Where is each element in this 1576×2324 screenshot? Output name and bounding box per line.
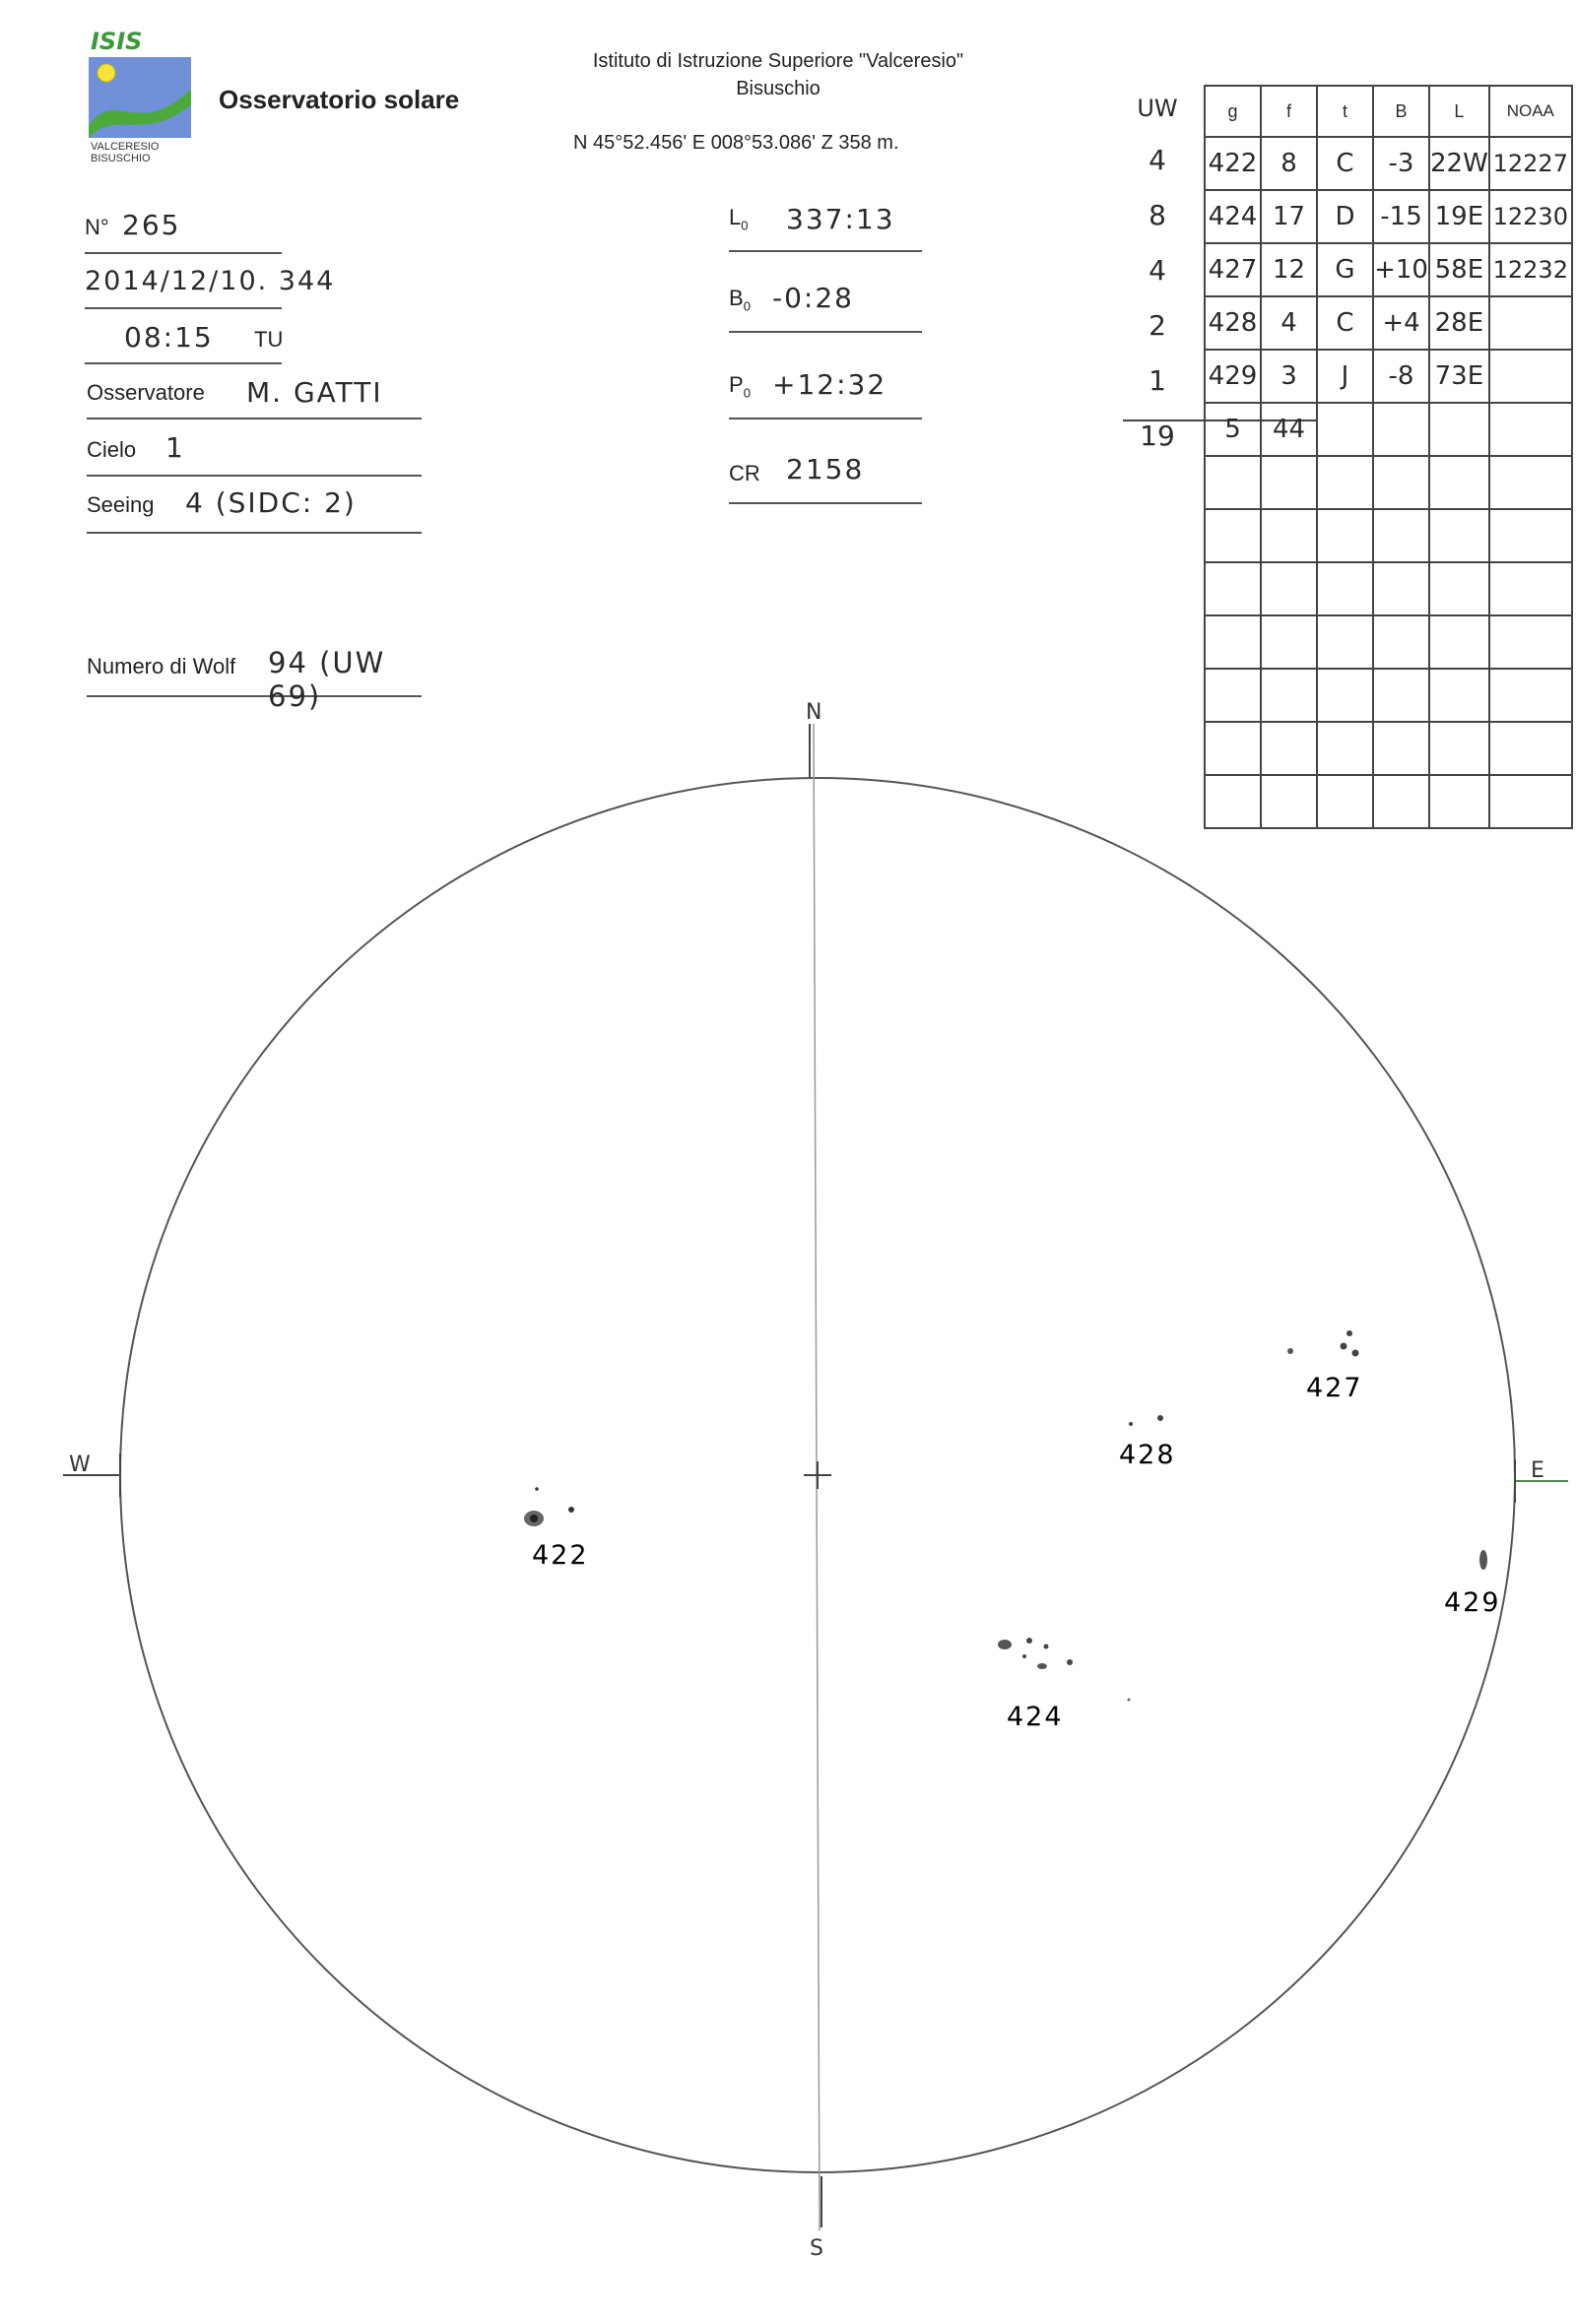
sunspot [1346, 1330, 1352, 1336]
sunspot [1026, 1638, 1032, 1644]
table-header-cell: L [1429, 86, 1489, 137]
table-cell: J [1317, 350, 1373, 403]
table-header-cell: B [1373, 86, 1429, 137]
table-cell: C [1317, 137, 1373, 190]
total-spots: 44 [1261, 403, 1317, 456]
table-cell: 58E [1429, 243, 1489, 296]
logo-sub-1: VALCERESIO [91, 141, 160, 153]
table-cell: 424 [1205, 190, 1261, 243]
seeing-label: Seeing [87, 492, 155, 517]
south-label: S [810, 2236, 823, 2261]
b0-value: -0:28 [772, 282, 854, 314]
uw-value: 1 [1149, 364, 1166, 397]
seeing-value: 4 (SIDC: 2) [185, 486, 357, 519]
table-cell: 28E [1429, 296, 1489, 350]
table-cell: G [1317, 243, 1373, 296]
b0-sub: 0 [743, 298, 751, 314]
group-label-424: 424 [1007, 1702, 1064, 1732]
sunspot [1128, 1699, 1131, 1702]
uw-value: 4 [1149, 254, 1166, 287]
l0-label: L [729, 205, 742, 229]
date-value: 2014/12/10. 344 [85, 266, 336, 296]
table-cell: +4 [1373, 296, 1429, 350]
sunspot [1352, 1350, 1359, 1357]
group-label-429: 429 [1444, 1587, 1501, 1618]
table-cell: 429 [1205, 350, 1261, 403]
uw-value: 8 [1149, 199, 1166, 231]
number-value: 265 [122, 209, 181, 241]
table-cell: -3 [1373, 137, 1429, 190]
p0-sub: 0 [743, 385, 751, 401]
uw-header: UW [1137, 95, 1178, 122]
observer-value: M. GATTI [246, 376, 383, 409]
west-label: W [69, 1452, 91, 1477]
sunspot-umbra [530, 1515, 538, 1522]
sunspot [1157, 1415, 1163, 1421]
sunspot [1037, 1663, 1047, 1669]
wolf-label: Numero di Wolf [87, 654, 236, 678]
sunspot-group-428 [1119, 1415, 1176, 1470]
table-cell: -8 [1373, 350, 1429, 403]
table-cell: 3 [1261, 350, 1317, 403]
site-coordinates: N 45°52.456' E 008°53.086' Z 358 m. [573, 132, 899, 154]
time-suffix: TU [254, 327, 284, 352]
logo-text: ISIS [91, 28, 143, 55]
l0-value: 337:13 [786, 203, 895, 235]
number-label: N° [85, 215, 109, 239]
p0-value: +12:32 [772, 368, 887, 401]
table-cell: -15 [1373, 190, 1429, 243]
sunspot-group-427 [1287, 1330, 1363, 1403]
sunspot [1341, 1343, 1347, 1350]
group-label-422: 422 [532, 1540, 589, 1571]
cr-value: 2158 [786, 453, 865, 485]
table-cell: 427 [1205, 243, 1261, 296]
sky-label: Cielo [87, 437, 137, 462]
institute-name: Istituto di Istruzione Superiore "Valceresio" [592, 50, 964, 72]
sunspot [1044, 1645, 1049, 1649]
table-cell: 8 [1261, 137, 1317, 190]
table-cell: 4 [1261, 296, 1317, 350]
sunspot [1022, 1654, 1026, 1658]
group-label-427: 427 [1306, 1373, 1363, 1403]
sunspot [535, 1487, 539, 1491]
cr-label: CR [729, 461, 760, 485]
sunspot-group-424 [998, 1638, 1131, 1732]
sunspot [568, 1507, 574, 1513]
table-header-cell: f [1261, 86, 1317, 137]
observatory-name: Osservatorio solare [219, 85, 460, 114]
total-groups: 5 [1205, 403, 1261, 456]
table-cell: 73E [1429, 350, 1489, 403]
table-header-cell: t [1317, 86, 1373, 137]
sunspot [1287, 1348, 1293, 1354]
table-cell: 12232 [1489, 243, 1572, 296]
sunspot [998, 1640, 1012, 1649]
table-cell: 12227 [1489, 137, 1572, 190]
table-cell: 422 [1205, 137, 1261, 190]
uw-value: 4 [1149, 144, 1166, 176]
sky-value: 1 [165, 431, 185, 464]
table-cell: 22W [1429, 137, 1489, 190]
table-header-cell: NOAA [1489, 86, 1572, 137]
table-cell: 12 [1261, 243, 1317, 296]
p0-label: P [729, 372, 744, 397]
table-cell: 17 [1261, 190, 1317, 243]
logo-sub-2: BISUSCHIO [91, 153, 151, 164]
table-cell: +10 [1373, 243, 1429, 296]
sunspot-group-422 [524, 1487, 589, 1571]
uw-value: 2 [1149, 309, 1166, 342]
institute-town: Bisuschio [736, 78, 821, 99]
north-label: N [806, 700, 822, 725]
table-cell: 428 [1205, 296, 1261, 350]
table-cell: C [1317, 296, 1373, 350]
table-header-cell: g [1205, 86, 1261, 137]
wolf-value: 94 (UW 69) [268, 646, 386, 713]
b0-label: B [729, 286, 744, 310]
uw-total: 19 [1140, 420, 1175, 452]
table-cell: D [1317, 190, 1373, 243]
group-label-428: 428 [1119, 1440, 1176, 1470]
time-value: 08:15 [124, 321, 214, 354]
table-cell: 19E [1429, 190, 1489, 243]
sunspot [1067, 1659, 1073, 1665]
east-label: E [1531, 1458, 1544, 1483]
sunspot-group-429 [1444, 1550, 1501, 1618]
observer-label: Osservatore [87, 380, 205, 405]
table-cell: 12230 [1489, 190, 1572, 243]
sunspot [1129, 1422, 1133, 1426]
l0-sub: 0 [741, 218, 749, 233]
sunspot [1479, 1550, 1487, 1570]
